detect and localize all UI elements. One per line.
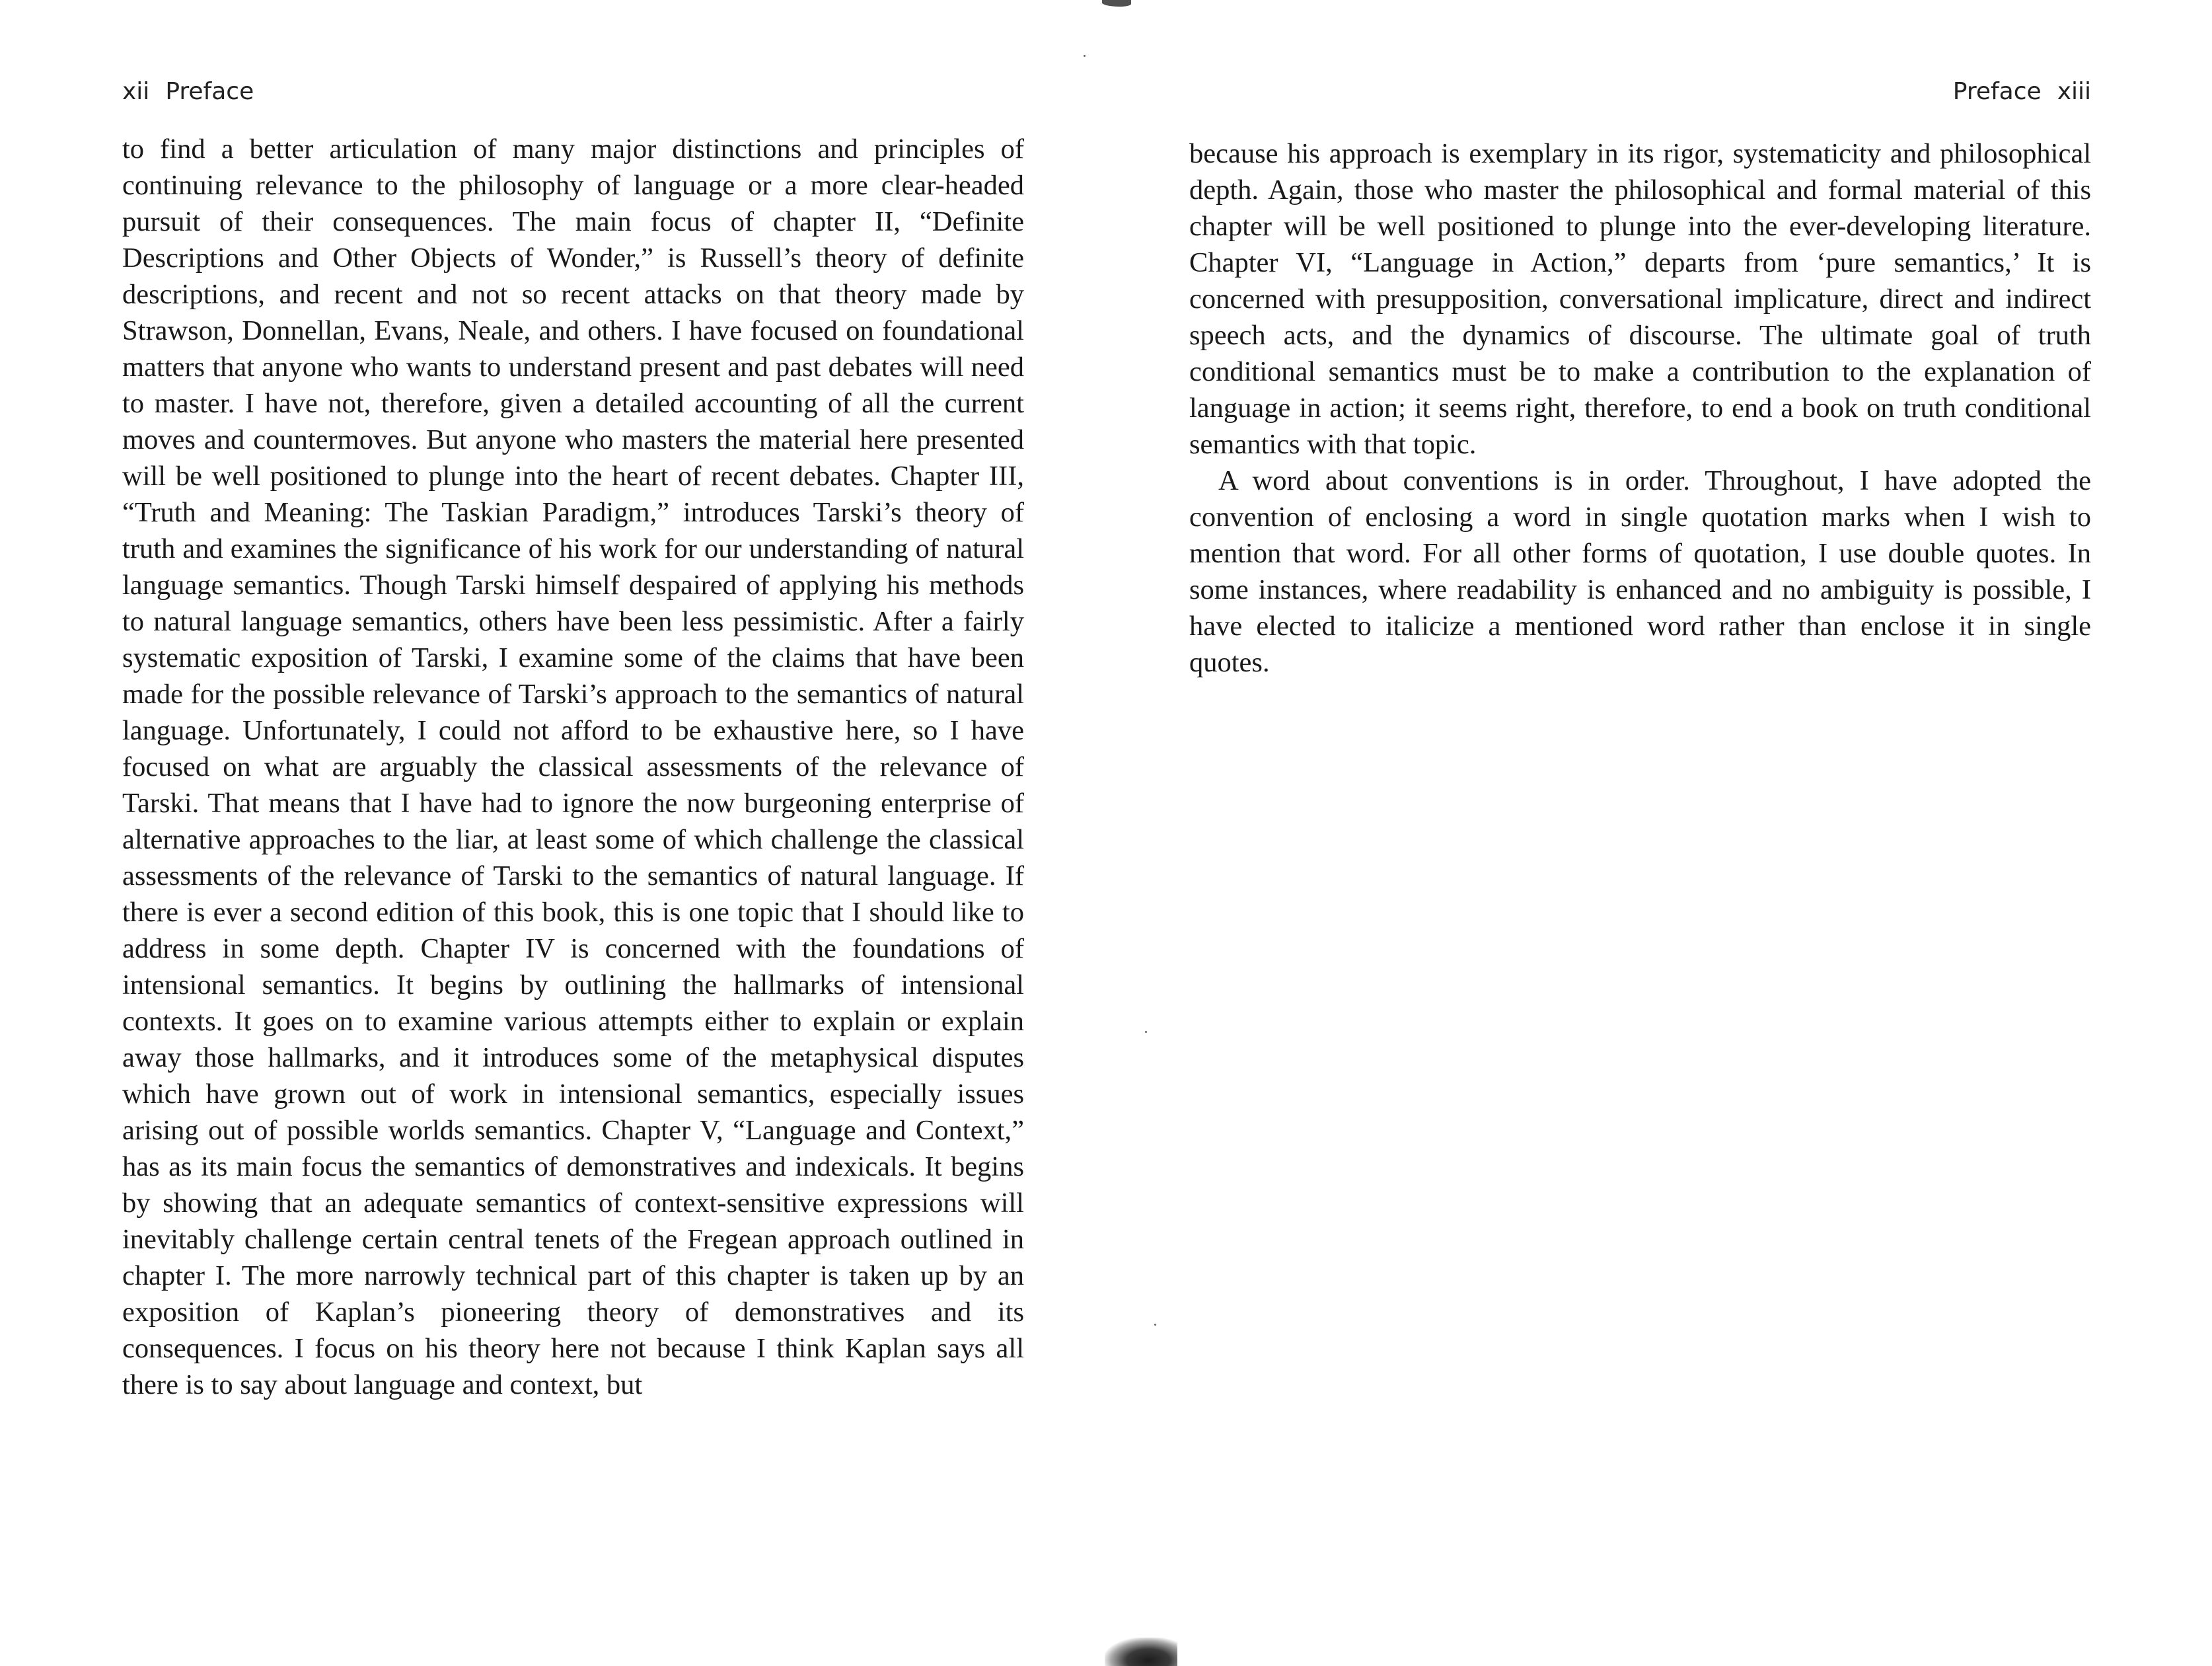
- left-page: [122, 0, 1024, 1666]
- running-title: Preface: [165, 78, 254, 105]
- running-head: [122, 78, 1024, 111]
- right-page: [1189, 0, 2091, 1666]
- body-text: [122, 131, 1024, 1403]
- running-title: Preface: [1952, 78, 2042, 105]
- paragraph: to find a better articulation of many major distinctions and principles of continuing relevance to the philosophy of language or a more clear-headed pursuit of their consequences. The main focus of chapter II, “Definite Descriptions and Other Objects of Wonder,” is Russell’s theory of definite descriptions, and recent and not so recent attacks on that theory made by Strawson, Donnellan, Evans, Neale, and others. I have focused on foundational matters that anyone who wants to understand present and past debates will need to master. I have not, therefore, given a detailed accounting of all the current moves and countermoves. But anyone who masters the material here presented will be well positioned to plunge into the heart of recent debates. Chapter III, “Truth and Meaning: The Taskian Paradigm,” introduces Tarski’s theory of truth and examines the significance of his work for our understanding of natural language semantics. Though Tarski himself despaired of applying his methods to natural language semantics, others have been less pessimistic. After a fairly systematic exposition of Tarski, I examine some of the claims that have been made for the possible relevance of Tarski’s approach to the semantics of natural language. Unfortunately, I could not afford to be exhaustive here, so I have focused on what are arguably the classical assessments of the relevance of Tarski. That means that I have had to ignore the now burgeoning enterprise of alternative approaches to the liar, at least some of which challenge the classical assessments of the relevance of Tarski to the semantics of natural language. If there is ever a second edition of this book, this is one topic that I should like to address in some depth. Chapter IV is concerned with the foundations of intensional semantics. It begins by outlining the hallmarks of intensional contexts. It goes on to examine various attempts either to explain or explain away those hallmarks, and it introduces some of the metaphysical disputes which have grown out of work in intensional semantics, especially issues arising out of possible worlds semantics. Chapter V, “Language and Context,” has as its main focus the semantics of demonstratives and indexicals. It begins by showing that an adequate semantics of context-sensitive expressions will inevitably challenge certain central tenets of the Fregean approach outlined in chapter I. The more narrowly technical part of this chapter is taken up by an exposition of Kaplan’s pioneering theory of demonstratives and its consequences. I focus on his theory here not because I think Kaplan says all there is to say about language and context, but: [122, 133, 1024, 1400]
- running-head: [1189, 78, 2091, 111]
- page-number: xiii: [2057, 78, 2091, 105]
- scan-smudge: [1105, 1638, 1177, 1666]
- paragraph: A word about conventions is in order. Throughout, I have adopted the convention of enclosing a word in single quotation marks when I wish to mention that word. For all other forms of quotation, I use double quotes. In some instances, where readability is enhanced and no ambiguity is possible, I have elected to italicize a mentioned word rather than enclose it in single quotes.: [1189, 465, 2091, 678]
- scan-speck: [1145, 1031, 1147, 1033]
- scan-smudge: [1102, 0, 1131, 7]
- paragraph: because his approach is exemplary in its rigor, systematicity and philosophical depth. Again, those who master the philosophical and formal material of this chapter will be well positioned to plunge into the ever-developing literature. Chapter VI, “Language in Action,” departs from ‘pure semantics,’ It is concerned with presupposition, conversational implicature, direct and indirect speech acts, and the dynamics of discourse. The ultimate goal of truth conditional semantics must be to make a contribution to the explanation of language in action; it seems right, therefore, to end a book on truth conditional semantics with that topic.: [1189, 138, 2091, 460]
- scan-speck: [1084, 55, 1086, 57]
- scan-speck: [1154, 1324, 1156, 1326]
- body-text: [1189, 135, 2091, 681]
- page-number: xii: [122, 78, 150, 105]
